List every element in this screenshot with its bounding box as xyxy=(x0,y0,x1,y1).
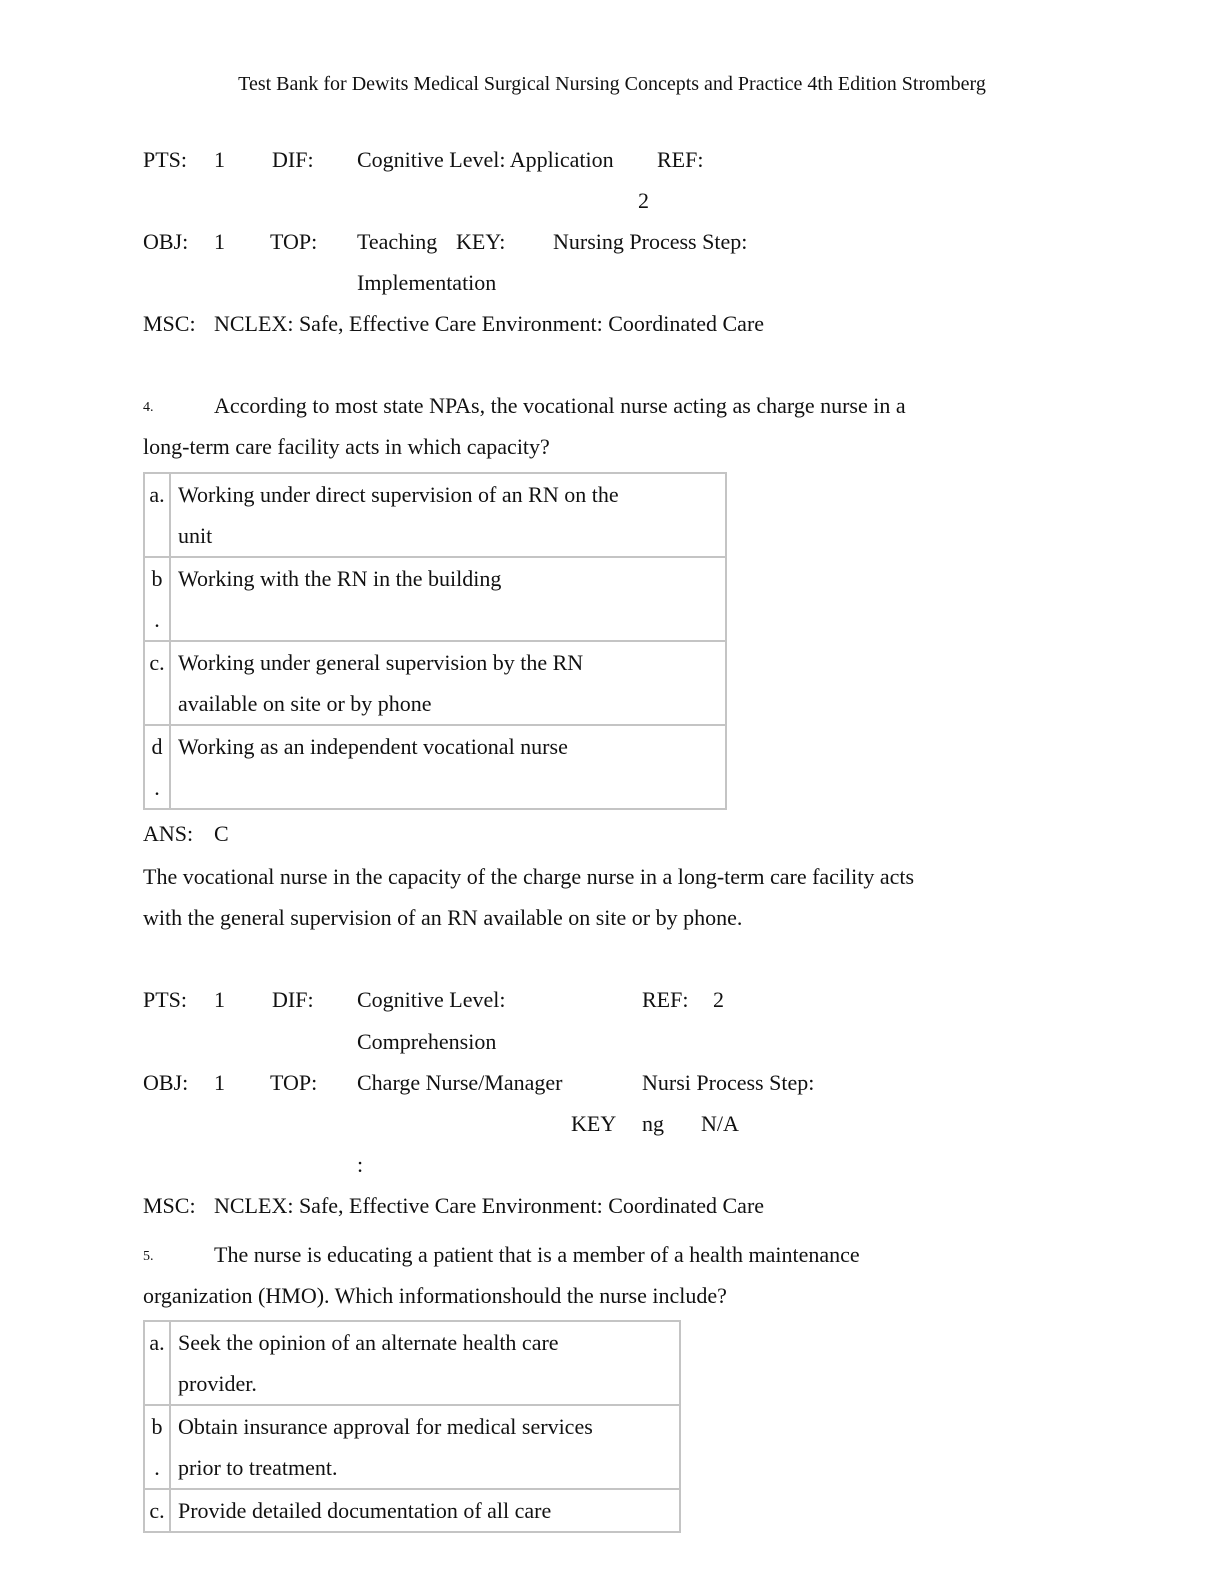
key-colon: : xyxy=(357,1152,364,1177)
answer-value: C xyxy=(214,821,229,846)
option-letter: b . xyxy=(144,1405,170,1489)
answer-label: ANS: xyxy=(143,821,194,846)
option-text: Provide detailed documentation of all care xyxy=(170,1489,680,1532)
msc-label: MSC: xyxy=(143,1193,196,1218)
option-row-a xyxy=(144,473,726,557)
msc-label: MSC: xyxy=(143,311,196,336)
question-number: 5. xyxy=(143,1249,154,1264)
option-row-c xyxy=(144,1489,680,1532)
rationale-line1: The vocational nurse in the capacity of the charge nurse in a long-term care facility acts xyxy=(143,864,915,889)
question-stem-line1: According to most state NPAs, the vocational nurse acting as charge nurse in a xyxy=(214,393,906,418)
question-stem-line2: organization (HMO). Which informationshould the nurse include? xyxy=(143,1283,727,1308)
top-label: TOP: xyxy=(270,1070,318,1095)
key-value-line1: Nursi Process Step: xyxy=(642,1070,815,1095)
key-value-line1: Nursing Process Step: xyxy=(553,229,748,254)
option-text: Working as an independent vocational nurse xyxy=(170,725,726,809)
answer-options-table xyxy=(143,1320,681,1533)
option-text: Seek the opinion of an alternate health care provider. xyxy=(170,1321,680,1405)
key-label: KEY: xyxy=(456,229,506,254)
obj-label: OBJ: xyxy=(143,1070,189,1095)
key-value-line2: Implementation xyxy=(357,270,497,295)
option-letter: c. xyxy=(144,641,170,725)
option-letter: a. xyxy=(144,473,170,557)
option-letter: d . xyxy=(144,725,170,809)
option-text: Working under general supervision by the RN available on site or by phone xyxy=(170,641,726,725)
option-text: Working with the RN in the building xyxy=(170,557,726,641)
option-row-c xyxy=(144,641,726,725)
ref-value: 2 xyxy=(713,987,724,1012)
option-letter: c. xyxy=(144,1489,170,1532)
obj-value: 1 xyxy=(214,229,225,254)
pts-label: PTS: xyxy=(143,987,188,1012)
top-value: Teaching xyxy=(357,229,438,254)
option-text: Working under direct supervision of an RN on the unit xyxy=(170,473,726,557)
ref-label: REF: xyxy=(642,987,689,1012)
ref-value: 2 xyxy=(638,188,649,213)
msc-value: NCLEX: Safe, Effective Care Environment: Coordinated Care xyxy=(214,311,765,336)
dif-value: Cognitive Level: Application xyxy=(357,147,614,172)
dif-label: DIF: xyxy=(272,147,314,172)
key-value-line2b: N/A xyxy=(701,1111,739,1136)
pts-value: 1 xyxy=(214,987,225,1012)
dif-value-line2: Comprehension xyxy=(357,1029,497,1054)
top-value: Charge Nurse/Manager xyxy=(357,1070,563,1095)
pts-value: 1 xyxy=(214,147,225,172)
pts-label: PTS: xyxy=(143,147,188,172)
key-value-line2a: ng xyxy=(642,1111,664,1136)
option-letter: b . xyxy=(144,557,170,641)
option-row-d xyxy=(144,725,726,809)
option-row-b xyxy=(144,1405,680,1489)
top-label: TOP: xyxy=(270,229,318,254)
key-label: KEY xyxy=(571,1111,617,1136)
document-header: Test Bank for Dewits Medical Surgical Nursing Concepts and Practice 4th Edition Stromberg xyxy=(238,73,986,95)
obj-value: 1 xyxy=(214,1070,225,1095)
dif-value-line1: Cognitive Level: xyxy=(357,987,506,1012)
rationale-line2: with the general supervision of an RN available on site or by phone. xyxy=(143,905,743,930)
option-row-a xyxy=(144,1321,680,1405)
question-number: 4. xyxy=(143,400,154,415)
msc-value: NCLEX: Safe, Effective Care Environment: Coordinated Care xyxy=(214,1193,765,1218)
question-stem-line2: long-term care facility acts in which capacity? xyxy=(143,434,550,459)
question-stem-line1: The nurse is educating a patient that is a member of a health maintenance xyxy=(214,1242,860,1267)
dif-label: DIF: xyxy=(272,987,314,1012)
option-text: Obtain insurance approval for medical services prior to treatment. xyxy=(170,1405,680,1489)
option-row-b xyxy=(144,557,726,641)
obj-label: OBJ: xyxy=(143,229,189,254)
ref-label: REF: xyxy=(657,147,704,172)
answer-options-table xyxy=(143,472,727,810)
option-letter: a. xyxy=(144,1321,170,1405)
